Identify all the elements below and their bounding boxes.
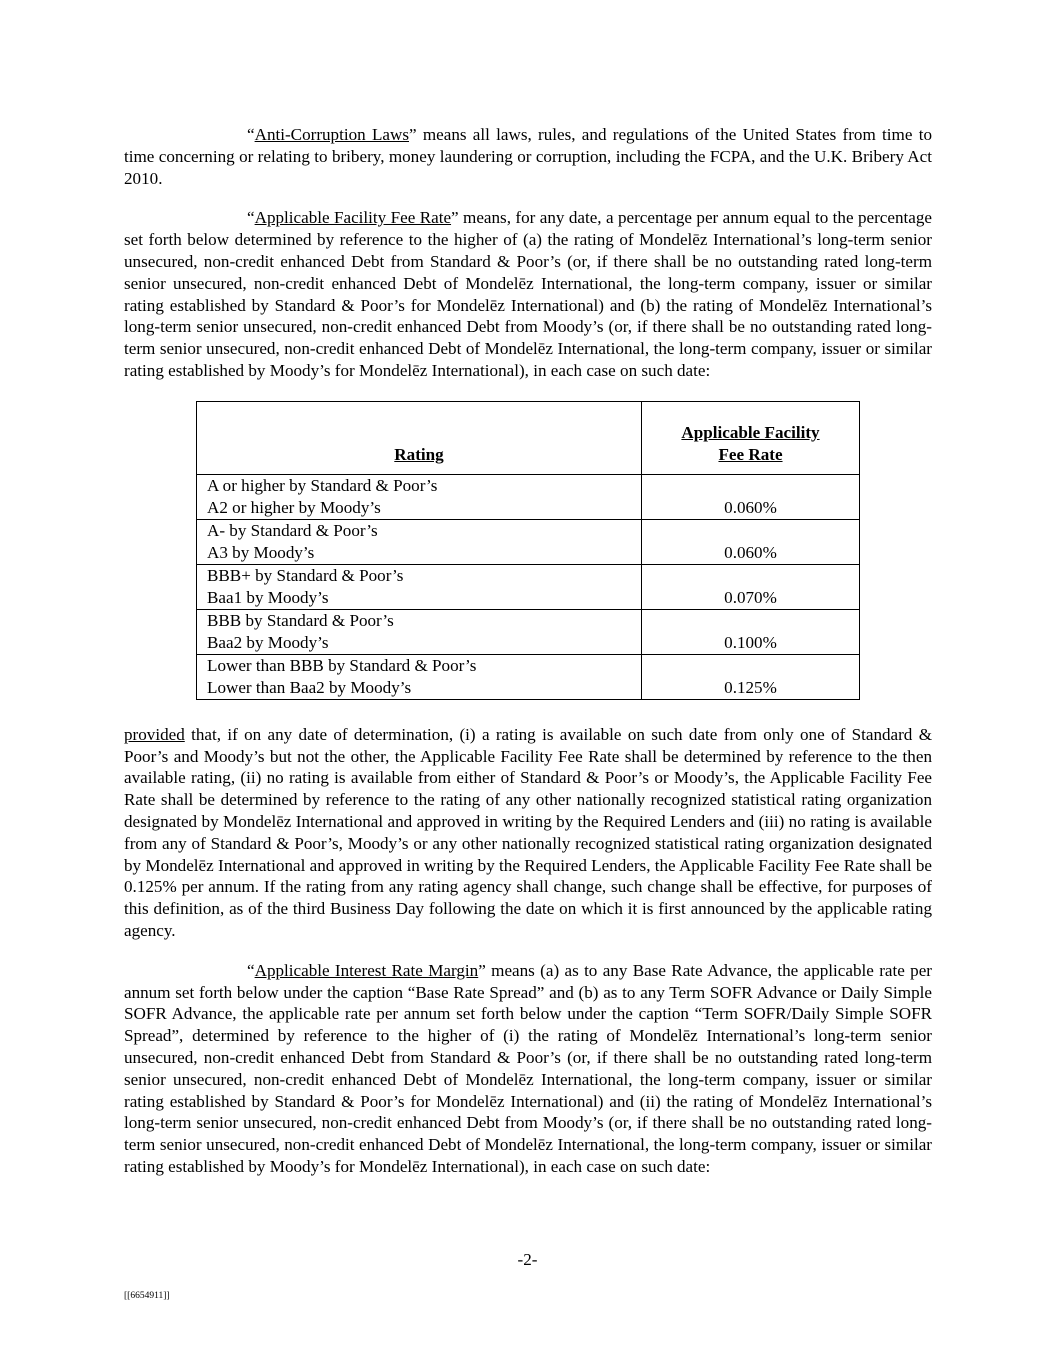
table-row — [197, 609, 860, 654]
moodys-rating: Baa2 by Moody’s — [207, 632, 329, 652]
rating-cell — [197, 474, 642, 519]
header-fee-rate — [642, 401, 860, 474]
open-quote: “ — [247, 960, 255, 980]
provided-text: that, if on any date of determination, (i) a rating is available on such date from only one of Standard & Poor’s and Moody’s but not the other, the Applicable Facility Fee Rate shall be determined by reference to the then available rating, (ii) no rating is available from either of Standard & Poor’s or Moody’s, the Applicable Facility Fee Rate shall be determined by reference to the rating of any other nationally recognized statistical rating organization designated by Mondelēz International and approved in writing by the Required Lenders and (iii) no rating is available from any of Standard & Poor’s, Moody’s or any other nationally recognized statistical rating organization designated by Mondelēz International and approved in writing by the Required Lenders, the Applicable Facility Fee Rate shall be 0.125% per annum. If the rating from any rating agency shall change, such change shall be effective, for purposes of this definition, as of the third Business Day following the date on which it is first announced by the applicable rating agency. — [124, 724, 932, 940]
rate-cell: 0.060% — [642, 474, 860, 519]
moodys-rating: Lower than Baa2 by Moody’s — [207, 677, 412, 697]
defined-term: Applicable Facility Fee Rate — [254, 208, 452, 228]
provided-term: provided — [124, 724, 185, 744]
page-body — [124, 124, 932, 1178]
sp-rating: BBB by Standard & Poor’s — [207, 611, 394, 631]
definition-applicable-interest-rate-margin — [124, 960, 932, 1178]
page-number: -2- — [517, 1250, 538, 1269]
document-id: [[6654911]] — [124, 1291, 170, 1301]
rating-cell — [197, 564, 642, 609]
header-rating — [197, 401, 642, 474]
definition-text: ” means all laws, rules, and regulations of the United States from time to time concerning or relating to bribery, money laundering or corruption, including the FCPA, and the U.K. Bribery Act 2010. — [124, 125, 932, 188]
definition-text: ” means, for any date, a percentage per annum equal to the percentage set forth below determined by reference to the higher of (a) the rating of Mondelēz International’s long-term senior unsecured, non-credit enhanced Debt from Standard & Poor’s (or, if there shall be no outstanding rated long-term senior unsecured, non-credit enhanced Debt of Mondelēz International, the long-term company, issuer or similar rating established by Standard & Poor’s for Mondelēz International) and (b) the rating of Mondelēz International’s long-term senior unsecured, non-credit enhanced Debt from Moody’s (or, if there shall be no outstanding rated long-term senior unsecured, non-credit enhanced Debt of Mondelēz International, the long-term company, issuer or similar rating established by Moody’s for Mondelēz International), in each case on such date: — [124, 208, 932, 380]
sp-rating: A- by Standard & Poor’s — [207, 521, 378, 541]
table-row — [197, 564, 860, 609]
table-header-row — [197, 401, 860, 474]
rate-cell: 0.125% — [642, 654, 860, 699]
definition-text: ” means (a) as to any Base Rate Advance, the applicable rate per annum set forth below under the caption “Base Rate Spread” and (b) as to any Term SOFR Advance or Daily Simple SOFR Advance, the applicable rate per annum set forth below under the caption “Term SOFR/Daily Simple SOFR Spread”, determined by reference to the higher of (i) the rating of Mondelēz International’s long-term senior unsecured, non-credit enhanced Debt from Standard & Poor’s (or, if there shall be no outstanding rated long-term senior unsecured, non-credit enhanced Debt of Mondelēz International, the long-term company, issuer or similar rating established by Standard & Poor’s for Mondelēz International) and (ii) the rating of Mondelēz International’s long-term senior unsecured, non-credit enhanced Debt from Moody’s (or, if there shall be no outstanding rated long-term senior unsecured, non-credit enhanced Debt of Mondelēz International, the long-term company, issuer or similar rating established by Moody’s for Mondelēz International), in each case on such date: — [124, 960, 932, 1176]
moodys-rating: A3 by Moody’s — [207, 542, 315, 562]
header-fee-rate-line1: Applicable Facility — [681, 423, 820, 443]
rating-cell — [197, 654, 642, 699]
defined-term: Applicable Interest Rate Margin — [254, 960, 479, 980]
facility-fee-rate-table — [196, 401, 860, 700]
provided-clause — [124, 724, 932, 942]
table-row — [197, 519, 860, 564]
header-fee-rate-line2: Fee Rate — [718, 444, 783, 464]
rate-cell: 0.070% — [642, 564, 860, 609]
sp-rating: Lower than BBB by Standard & Poor’s — [207, 656, 477, 676]
table-row — [197, 654, 860, 699]
moodys-rating: A2 or higher by Moody’s — [207, 497, 381, 517]
rating-cell — [197, 519, 642, 564]
table-row — [197, 474, 860, 519]
rate-cell: 0.100% — [642, 609, 860, 654]
header-rating-label: Rating — [394, 444, 444, 464]
rating-cell — [197, 609, 642, 654]
rate-cell: 0.060% — [642, 519, 860, 564]
defined-term: Anti-Corruption Laws — [254, 125, 409, 144]
definition-applicable-facility-fee-rate — [124, 207, 932, 381]
definition-anti-corruption-laws — [124, 124, 932, 189]
open-quote: “ — [247, 125, 255, 144]
sp-rating: BBB+ by Standard & Poor’s — [207, 566, 404, 586]
open-quote: “ — [247, 208, 255, 228]
sp-rating: A or higher by Standard & Poor’s — [207, 476, 438, 496]
moodys-rating: Baa1 by Moody’s — [207, 587, 329, 607]
